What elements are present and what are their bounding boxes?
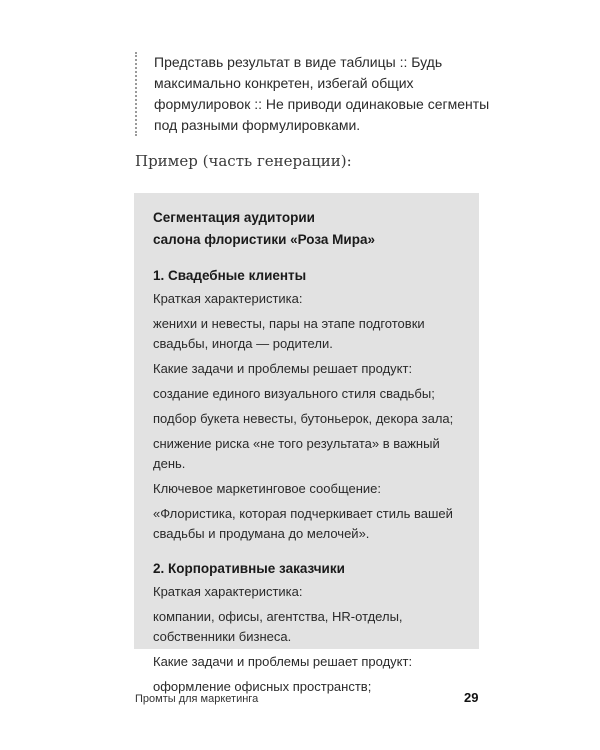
- segment-line: Какие задачи и проблемы решает продукт:: [153, 361, 413, 376]
- segment-line: подбор букета невесты, бутоньерок, декора зала;: [153, 411, 454, 426]
- example-label: Пример (часть генерации):: [135, 152, 352, 170]
- footer-book-title: Промты для маркетинга: [135, 693, 259, 705]
- segment-line: «Флористика, которая подчеркивает стиль вашей: [153, 506, 453, 521]
- segment-line: Краткая характеристика:: [153, 584, 303, 599]
- segment-line: компании, офисы, агентства, HR-отделы,: [153, 609, 403, 624]
- segment-line: Какие задачи и проблемы решает продукт:: [153, 654, 413, 669]
- segment-line: женихи и невесты, пары на этапе подготовки: [153, 316, 425, 331]
- segment-heading: 2. Корпоративные заказчики: [153, 561, 345, 576]
- segment-line: создание единого визуального стиля свадьбы;: [153, 386, 435, 401]
- segment-line: свадьбы и продумана до мелочей».: [153, 526, 370, 541]
- segment-line: снижение риска «не того результата» в важный день.: [153, 436, 440, 471]
- segment-line: Краткая характеристика:: [153, 291, 303, 306]
- prompt-line: формулировок :: Не приводи одинаковые сегменты: [154, 96, 490, 112]
- panel-title-line: салона флористики «Роза Мира»: [153, 232, 375, 247]
- segment-line: собственники бизнеса.: [153, 629, 292, 644]
- prompt-line: под разными формулировками.: [154, 117, 361, 133]
- panel-title-line: Сегментация аудитории: [153, 210, 315, 225]
- segment-heading: 1. Свадебные клиенты: [153, 268, 307, 283]
- generation-example-panel: [134, 193, 479, 694]
- segment-line: свадьбы, иногда — родители.: [153, 336, 333, 351]
- segment-line: Ключевое маркетинговое сообщение:: [153, 481, 382, 496]
- prompt-line: максимально конкретен, избегай общих: [154, 75, 414, 91]
- segment-line: оформление офисных пространств;: [153, 679, 372, 694]
- prompt-line: Представь результат в виде таблицы :: Будь: [154, 54, 443, 70]
- prompt-quote-block: [135, 52, 504, 136]
- page-number: 29: [464, 690, 479, 705]
